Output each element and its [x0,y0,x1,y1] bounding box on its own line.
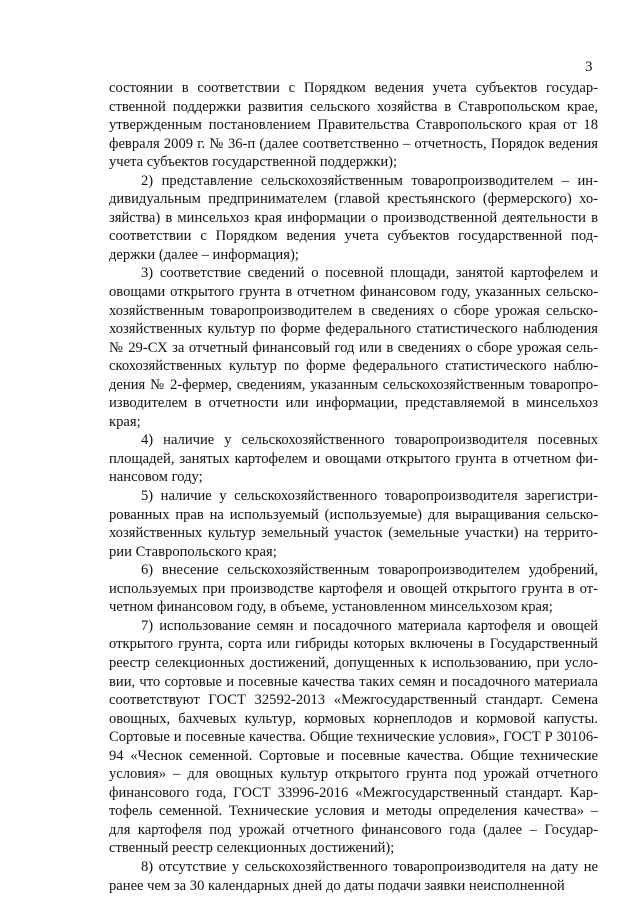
paragraph-item-7: 7) использование семян и посадочного материала картофеля и овощей открытого грунта, сорта или гибриды которых включены в Государственный реестр селекционных достижений, допущенных к использованию, при условии, что сортовые и посевные качества таких семян и посадочного материала соответствуют ГОСТ 32592-2013 «Межгосударственный стандарт. Семена овощных, бахчевых культур, кормовых корнеплодов и кормовой капусты. Сортовые и посевные качества. Общие технические условия», ГОСТ Р 30106-94 «Чеснок семенной. Сортовые и посевные качества. Общие технические условия» – для овощных культур открытого грунта под урожай отчетного финансового года, ГОСТ 33996-2016 «Межгосударственный стандарт. Картофель семенной. Технические условия и методы определения качества» – для картофеля под урожай отчетного финансового года (далее – Государственный реестр селекционных достижений); [109,617,598,857]
paragraph-item-5: 5) наличие у сельскохозяйственного товаропроизводителя зарегистрированных прав на используемый (используемые) для выращивания сельскохозяйственных культур земельный участок (земельные участки) на территории Ставропольского края; [109,488,598,560]
paragraph-item-2: 2) представление сельскохозяйственным товаропроизводителем – индивидуальным предпринимателем (главой крестьянского (фермерского) хозяйства) в минсельхоз края информации о производственной деятельности в соответствии с Порядком ведения учета субъектов государственной поддержки (далее – информация); [109,172,598,263]
page-number: 3 [585,59,593,75]
document-body [109,79,598,895]
paragraph-item-8: 8) отсутствие у сельскохозяйственного товаропроизводителя на дату не ранее чем за 30 календарных дней до даты подачи заявки неисполненной [109,858,598,894]
paragraph-continuation: состоянии в соответствии с Порядком ведения учета субъектов государственной поддержки развития сельского хозяйства в Ставропольском крае, утвержденным постановлением Правительства Ставропольского края от 18 февраля 2009 г. № 36-п (далее соответственно – отчетность, Порядок ведения учета субъектов государственной поддержки); [109,80,598,171]
paragraph-item-6: 6) внесение сельскохозяйственным товаропроизводителем удобрений, используемых при производстве картофеля и овощей открытого грунта в отчетном финансовом году, в объеме, установленном минсельхозом края; [109,562,598,616]
paragraph-item-3: 3) соответствие сведений о посевной площади, занятой картофелем и овощами открытого грунта в отчетном финансовом году, указанных сельскохозяйственным товаропроизводителем в сведениях о сборе урожая сельскохозяйственных культур по форме федерального статистического наблюдения № 29-СХ за отчетный финансовый год или в сведениях о сборе урожая сельскохозяйственных культур по форме федерального статистического наблюдения № 2-фермер, сведениям, указанным сельскохозяйственным товаропроизводителем в отчетности или информации, представляемой в минсельхоз края; [109,265,598,430]
paragraph-item-4: 4) наличие у сельскохозяйственного товаропроизводителя посевных площадей, занятых картофелем и овощами открытого грунта в отчетном финансовом году; [109,432,598,486]
